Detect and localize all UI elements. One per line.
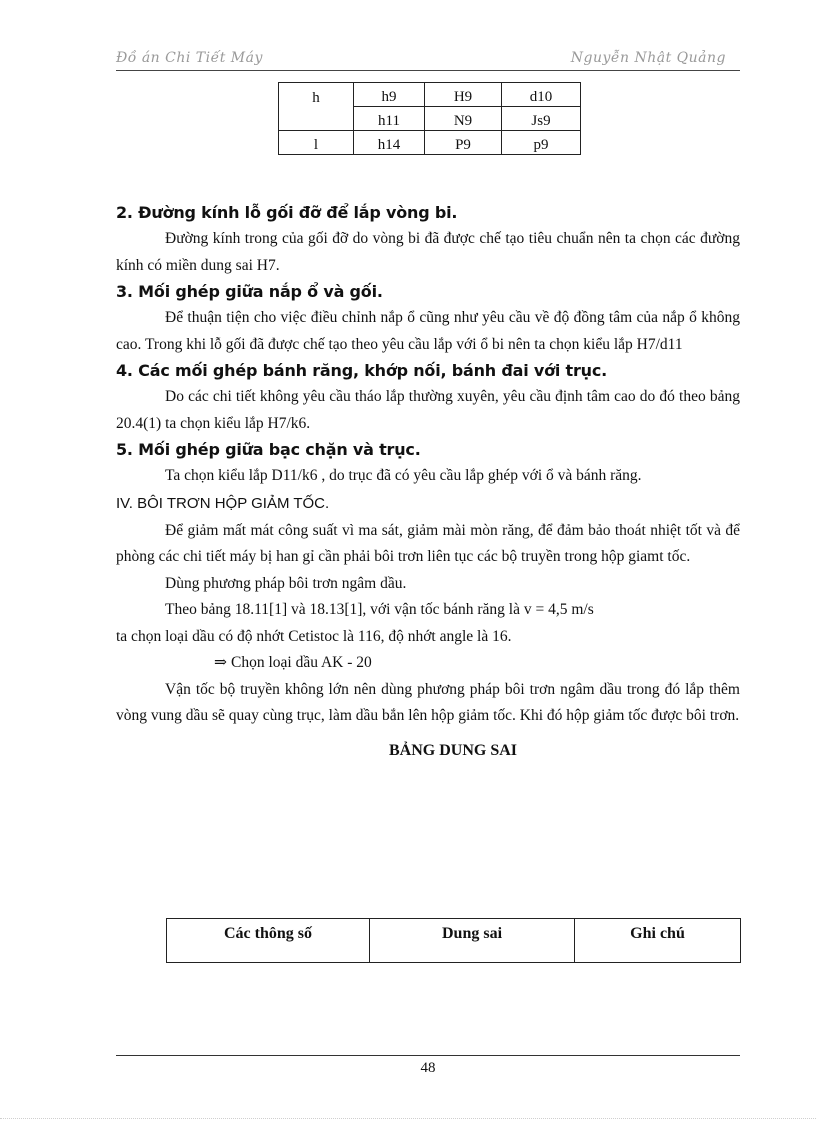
table-cell: h9 [354, 83, 425, 107]
implies-arrow-icon: ⇒ [214, 654, 227, 671]
table-cell: h14 [354, 131, 425, 155]
section-2-paragraph: Đường kính trong của gối đỡ do vòng bi đã được chế tạo tiêu chuẩn nên ta chọn các đường kính có miền dung sai H7. [116, 230, 740, 274]
table-cell: l [279, 131, 354, 155]
section-iv-heading: IV. BÔI TRƠN HỘP GIẢM TỐC. [116, 494, 330, 512]
footer-divider [116, 1055, 740, 1056]
section-iv-paragraph-3b: ta chọn loại dầu có độ nhớt Cetistoc là 116, độ nhớt angle là 16. [116, 627, 512, 645]
table-header-row [167, 919, 741, 963]
fit-table [278, 82, 581, 155]
header-left-title: Đồ án Chi Tiết Máy [116, 50, 263, 66]
tolerance-table [166, 918, 741, 963]
table-cell: P9 [425, 131, 502, 155]
page-header [116, 48, 740, 71]
section-4-heading: 4. Các mối ghép bánh răng, khớp nối, bánh đai với trục. [116, 361, 608, 380]
section-2-heading: 2. Đường kính lỗ gối đỡ để lắp vòng bi. [116, 203, 458, 222]
table-header-cell: Các thông số [167, 919, 370, 963]
section-5-paragraph: Ta chọn kiểu lắp D11/k6 , do trục đã có yêu cầu lắp ghép với ổ và bánh răng. [165, 467, 642, 484]
section-iv-paragraph-4 [116, 650, 740, 677]
table-cell: h [279, 83, 354, 107]
body-content [116, 200, 740, 764]
table-cell: p9 [502, 131, 581, 155]
section-iv-paragraph-3a: Theo bảng 18.11[1] và 18.13[1], với vận tốc bánh răng là v = 4,5 m/s [165, 601, 594, 618]
table-row [279, 83, 581, 107]
table-row [279, 107, 581, 131]
oil-choice-text: Chọn loại dầu AK - 20 [231, 654, 372, 671]
table-cell: d10 [502, 83, 581, 107]
page-bottom-border [0, 1118, 816, 1119]
table-cell: h11 [354, 107, 425, 131]
table-row [279, 131, 581, 155]
section-iv-paragraph-2: Dùng phương pháp bôi trơn ngâm dầu. [165, 574, 407, 592]
table-cell: H9 [425, 83, 502, 107]
table-header-cell: Dung sai [370, 919, 575, 963]
section-5-heading: 5. Mối ghép giữa bạc chặn và trục. [116, 440, 421, 459]
header-right-author: Nguyễn Nhật Quảng [570, 50, 726, 66]
table-cell: Js9 [502, 107, 581, 131]
page-number: 48 [420, 1060, 436, 1076]
section-3-heading: 3. Mối ghép giữa nắp ổ và gối. [116, 282, 383, 301]
table-cell: N9 [425, 107, 502, 131]
section-4-paragraph: Do các chi tiết không yêu cầu tháo lắp thường xuyên, yêu cầu định tâm cao do đó theo bảng 20.4(1) ta chọn kiểu lắp H7/k6. [116, 388, 740, 432]
section-iv-paragraph-5: Vận tốc bộ truyền không lớn nên dùng phương pháp bôi trơn ngâm dầu trong đó lắp thêm vòng vung dầu sẽ quay cùng trục, làm dầu bắn lên hộp giảm tốc. Khi đó hộp giảm tốc được bôi trơn. [116, 680, 740, 724]
section-iv-paragraph-1: Để giảm mất mát công suất vì ma sát, giảm mài mòn răng, để đảm bảo thoát nhiệt tốt và để phòng các chi tiết máy bị han gỉ cần phải bôi trơn liên tục các bộ truyền trong hộp giamt tốc. [116, 521, 740, 565]
table-header-cell: Ghi chú [575, 919, 741, 963]
tolerance-table-title: BẢNG DUNG SAI [388, 741, 517, 759]
table-cell [279, 107, 354, 131]
section-3-paragraph: Để thuận tiện cho việc điều chỉnh nắp ổ cũng như yêu cầu về độ đồng tâm của nắp ổ không cao. Trong khi lỗ gối đã được chế tạo theo yêu cầu lắp với ổ bi nên ta chọn kiểu lắp H7/d11 [116, 309, 740, 353]
